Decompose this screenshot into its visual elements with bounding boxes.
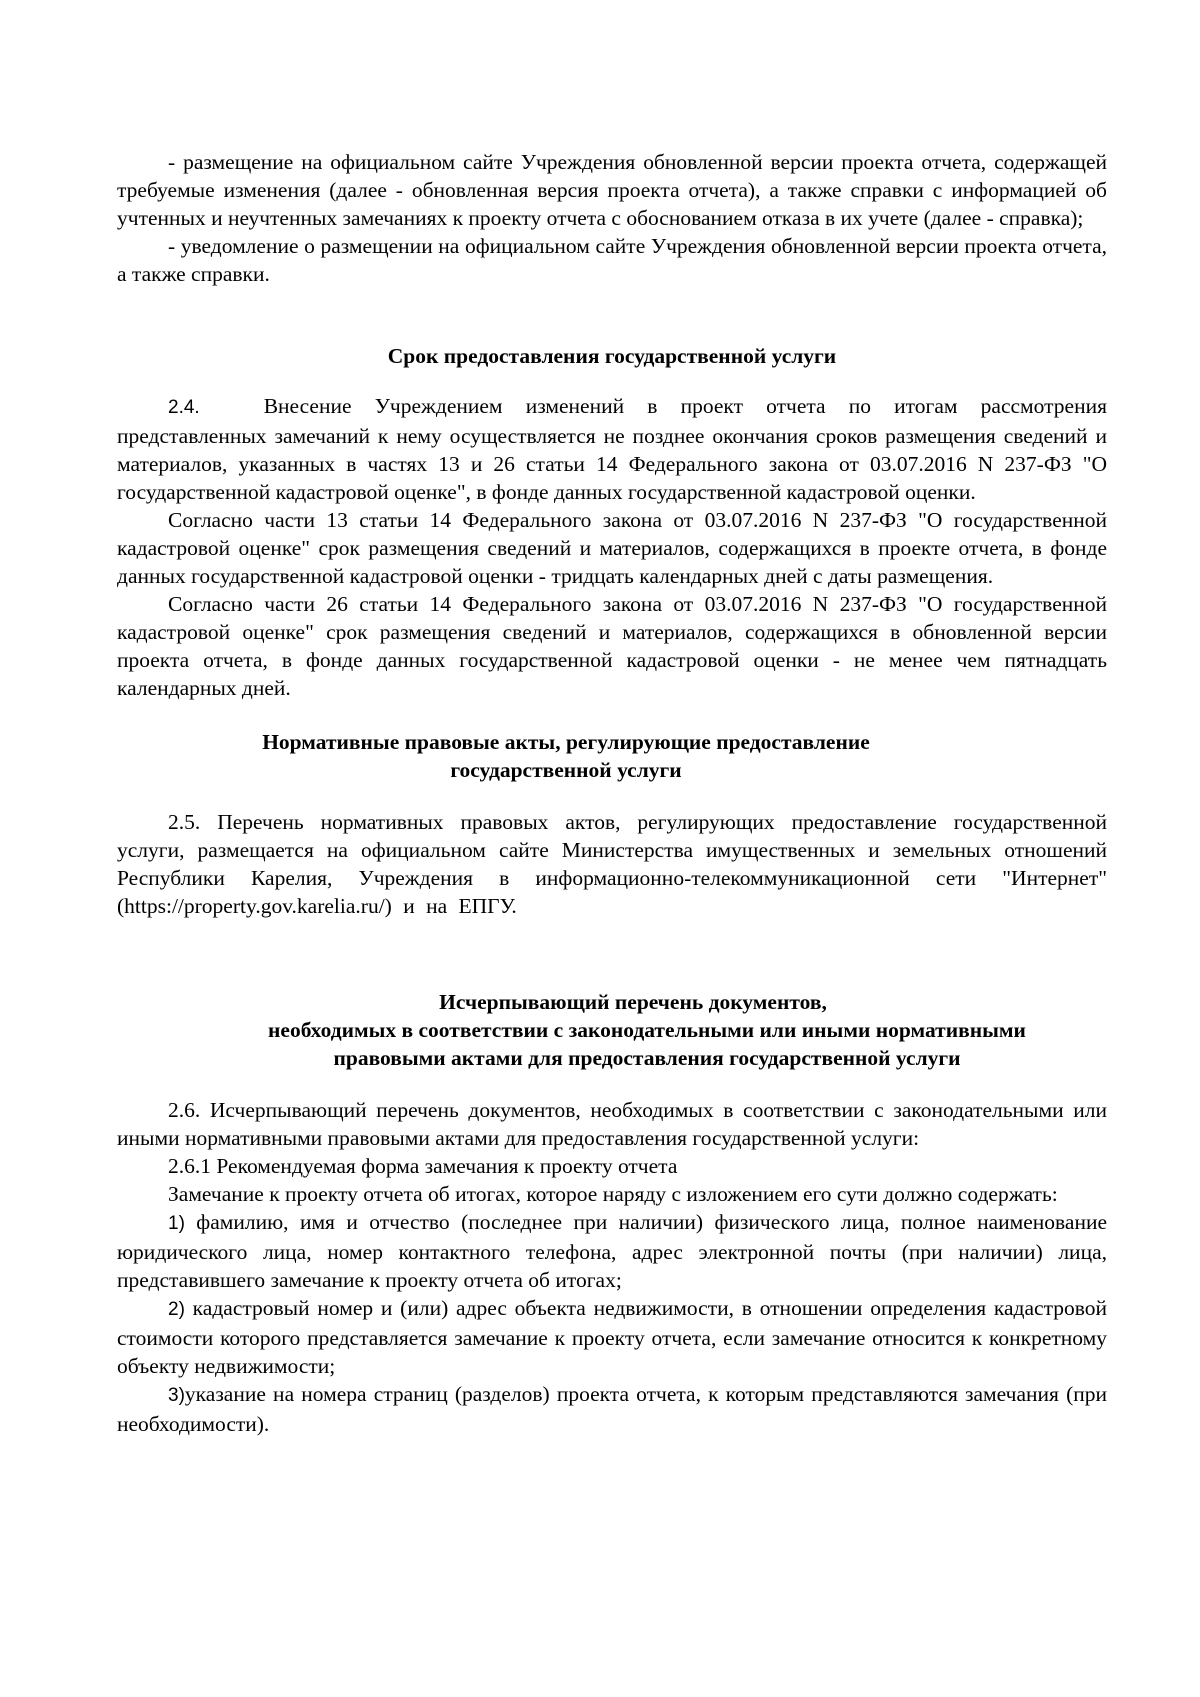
section-heading-acts [117,728,1107,784]
section-heading-docs-line-1: Исчерпывающий перечень документов, [439,990,827,1014]
section-heading-term [117,342,1107,370]
document-body [117,148,1107,1438]
paragraph-2-5: 2.5. Перечень нормативных правовых актов, регулирующих предоставление государственной услуги, размещается на официальном сайте Министерства имущественных и земельных отношений Республики Карелия, Учреждения в информационно-телекоммуникационной сети "Интернет" (https://property.gov.karelia.ru/) и на ЕПГУ. [117,810,1107,918]
list-item-2-text: кадастровый номер и (или) адрес объекта недвижимости, в отношении определения кадастровой стоимости которого представляется замечание к проекту отчета, если замечание относится к конкретному объекту недвижимости; [117,1296,1107,1378]
section-heading-acts-line-2: государственной услуги [450,758,682,782]
paragraph-2-6: 2.6. Исчерпывающий перечень документов, необходимых в соответствии с законодательными или иными нормативными правовыми актами для предоставления государственной услуги: [117,1098,1107,1150]
list-item-3-number: 3) [168,1385,185,1406]
list-item-1-text: фамилию, имя и отчество (последнее при наличии) физического лица, полное наименование юридического лица, номер контактного телефона, адрес электронной почты (при наличии) лица, представившего замечание к проекту отчета об итогах; [117,1210,1107,1292]
section-heading-docs-line-2: необходимых в соответствии с законодательными или иными нормативными [268,1018,1026,1042]
paragraph-2-4-text: Внесение Учреждением изменений в проект отчета по итогам рассмотрения представленных замечаний к нему осуществляется не позднее окончания сроков размещения сведений и материалов, указанных в частях 13 и 26 статьи 14 Федерального закона от 03.07.2016 N 237-ФЗ "О государственной кадастровой оценке", в фонде данных государственной кадастровой оценки. [117,394,1107,504]
intro-paragraph-1: - размещение на официальном сайте Учреждения обновленной версии проекта отчета, содержащей требуемые изменения (далее - обновленная версия проекта отчета), а также справки с информацией об учтенных и неучтенных замечаниях к проекту отчета с обоснованием отказа в их учете (далее - справка); [117,150,1107,230]
list-item-3 [117,1380,1107,1438]
list-item-3-text: указание на номера страниц (разделов) проекта отчета, к которым представляются замечания (при необходимости). [117,1382,1107,1436]
paragraph-term-part-26: Согласно части 26 статьи 14 Федерального закона от 03.07.2016 N 237-ФЗ "О государственной кадастровой оценке" срок размещения сведений и материалов, содержащихся в обновленной версии проекта отчета, в фонде данных государственной кадастровой оценки - не менее чем пятнадцать календарных дней. [117,592,1107,700]
paragraph-remark-content: Замечание к проекту отчета об итогах, которое наряду с изложением его сути должно содержать: [168,1182,1058,1206]
paragraph-term-part-13: Согласно части 13 статьи 14 Федерального закона от 03.07.2016 N 237-ФЗ "О государственной кадастровой оценке" срок размещения сведений и материалов, содержащихся в проекте отчета, в фонде данных государственной кадастровой оценки - тридцать календарных дней с даты размещения. [117,508,1107,588]
section-heading-acts-line-1: Нормативные правовые акты, регулирующие предоставление [262,730,870,754]
paragraph-2-6-1: 2.6.1 Рекомендуемая форма замечания к проекту отчета [168,1154,678,1178]
intro-paragraph-2: - уведомление о размещении на официальном сайте Учреждения обновленной версии проекта отчета, а также справки. [117,234,1107,286]
list-item-1-number: 1) [168,1213,185,1234]
list-item-2 [117,1294,1107,1380]
paragraph-2-4-number: 2.4. [168,397,200,418]
list-item-2-number: 2) [168,1299,185,1320]
section-heading-term-text: Срок предоставления государственной услуги [387,344,837,368]
paragraph-2-4 [117,392,1107,506]
section-heading-docs [117,988,1107,1072]
section-heading-docs-line-3: правовыми актами для предоставления государственной услуги [333,1046,961,1070]
list-item-1 [117,1208,1107,1294]
